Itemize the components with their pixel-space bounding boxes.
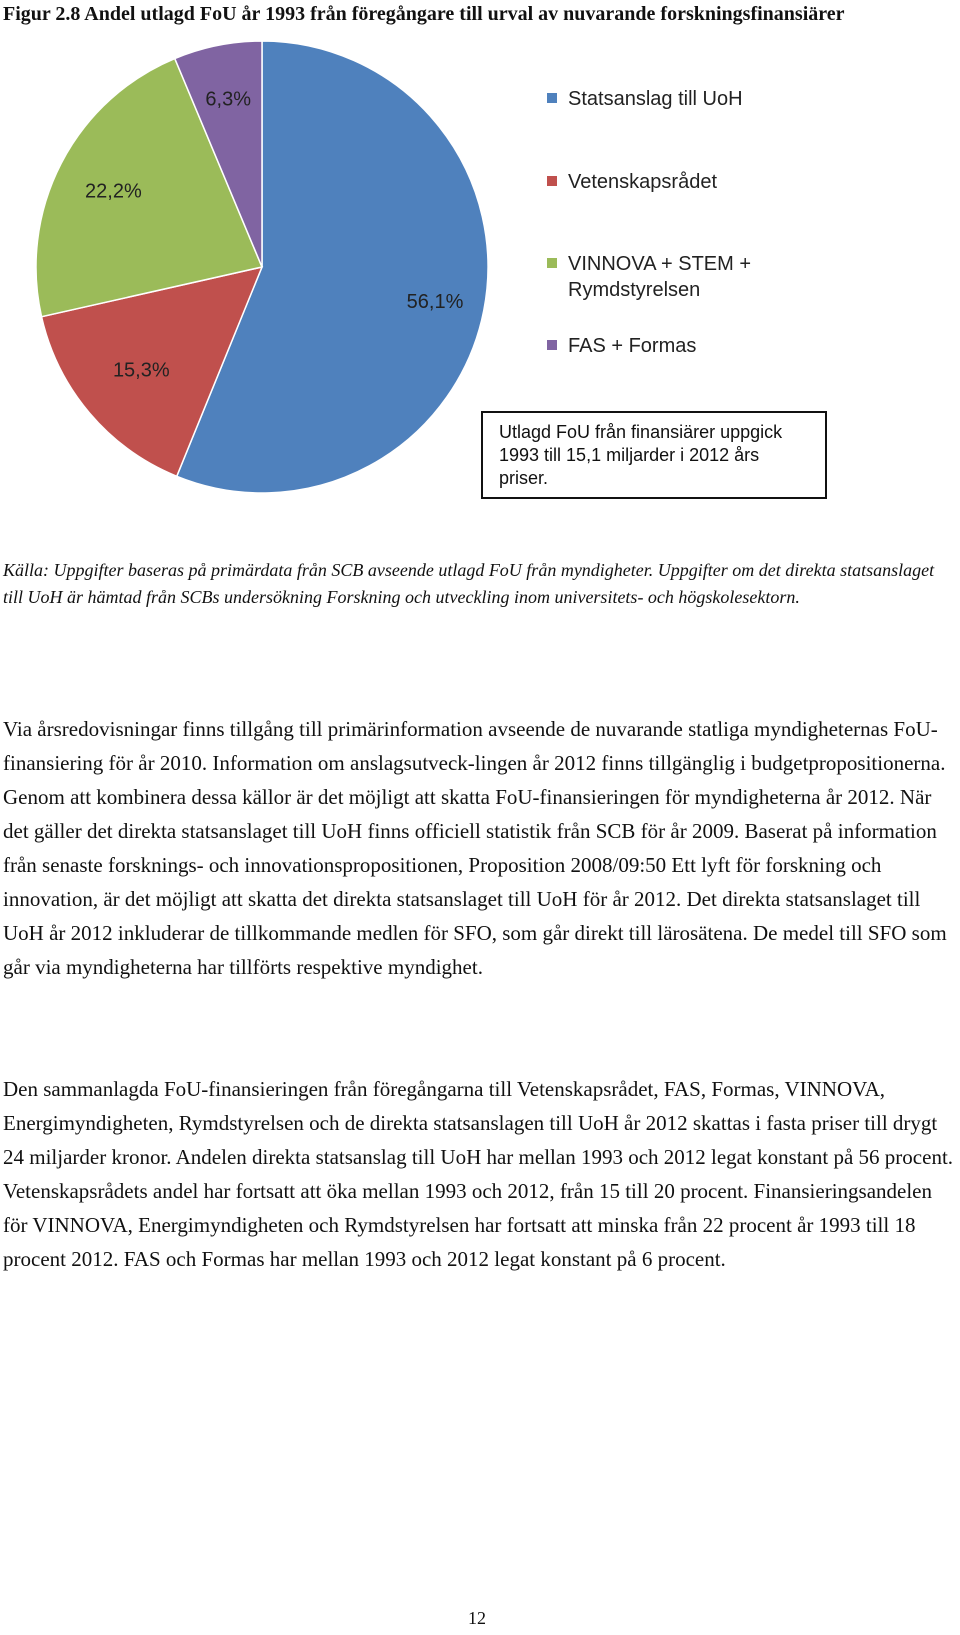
page-number: 12 xyxy=(468,1608,486,1628)
body-paragraph-1: Via årsredovisningar finns tillgång till primärinformation avseende de nuvarande statliga myndigheternas FoU-finansiering för år 2010. Information om anslagsutveck-lingen år 2012 finns tillgänglig i budgetpropositionerna. Genom att kombinera dessa källor är det möjligt att skatta FoU-finansieringen för myndigheterna år 2012. När det gäller det direkta statsanslaget till UoH finns officiell statistik från SCB för år 2009. Baserat på information från senaste forsknings- och innovationspropositionen, Proposition 2008/09:50 Ett lyft för forskning och innovation, är det möjligt att skatta det direkta statsanslaget till UoH för år 2012. Det direkta statsanslaget till UoH år 2012 inkluderar de tillkommande medlen för SFO, som går direkt till lärosätena. De medel till SFO som går via myndigheterna har tillförts respektive myndighet. xyxy=(3,717,947,979)
slice-value-label: 15,3% xyxy=(112,359,170,382)
legend-swatch xyxy=(547,93,557,103)
legend-label: Rymdstyrelsen xyxy=(568,279,701,301)
legend-swatch xyxy=(547,176,557,186)
slice-value-label: 22,2% xyxy=(85,180,142,203)
figure-title: Figur 2.8 Andel utlagd FoU år 1993 från föregångare till urval av nuvarande forskningsfinansiärer xyxy=(3,3,845,25)
legend-label: Vetenskapsrådet xyxy=(568,171,717,193)
slice-value-label: 6,3% xyxy=(205,88,251,111)
chart-note-box: Utlagd FoU från finansiärer uppgick 1993 till 15,1 miljarder i 2012 års priser. xyxy=(481,411,827,499)
legend-swatch xyxy=(547,258,557,268)
legend-label: VINNOVA + STEM + xyxy=(568,253,752,275)
legend-label: FAS + Formas xyxy=(568,335,697,357)
chart-legend xyxy=(547,88,751,357)
body-paragraph-2: Den sammanlagda FoU-finansieringen från föregångarna till Vetenskapsrådet, FAS, Formas, VINNOVA, Energimyndigheten, Rymdstyrelsen och de direkta statsanslagen till UoH år 2012 skattas i fasta priser till drygt 24 miljarder kronor. Andelen direkta statsanslag till UoH har mellan 1993 och 2012 legat konstant på 56 procent. Vetenskapsrådets andel har fortsatt att öka mellan 1993 och 2012, från 15 till 20 procent. Finansieringsandelen för VINNOVA, Energimyndigheten och Rymdstyrelsen har fortsatt att minska från 22 procent år 1993 till 18 procent 2012. FAS och Formas har mellan 1993 och 2012 legat konstant på 6 procent. xyxy=(3,1077,954,1271)
pie-slices xyxy=(36,41,488,493)
legend-label: Statsanslag till UoH xyxy=(568,88,743,110)
figure-source: Källa: Uppgifter baseras på primärdata från SCB avseende utlagd FoU från myndigheter. Uppgifter om det direkta statsanslaget till UoH är hämtad från SCBs undersökning Forskning och utveckling inom universitets- och högskolesektorn. xyxy=(3,560,935,607)
legend-swatch xyxy=(547,340,557,350)
slice-value-label: 56,1% xyxy=(406,290,464,313)
